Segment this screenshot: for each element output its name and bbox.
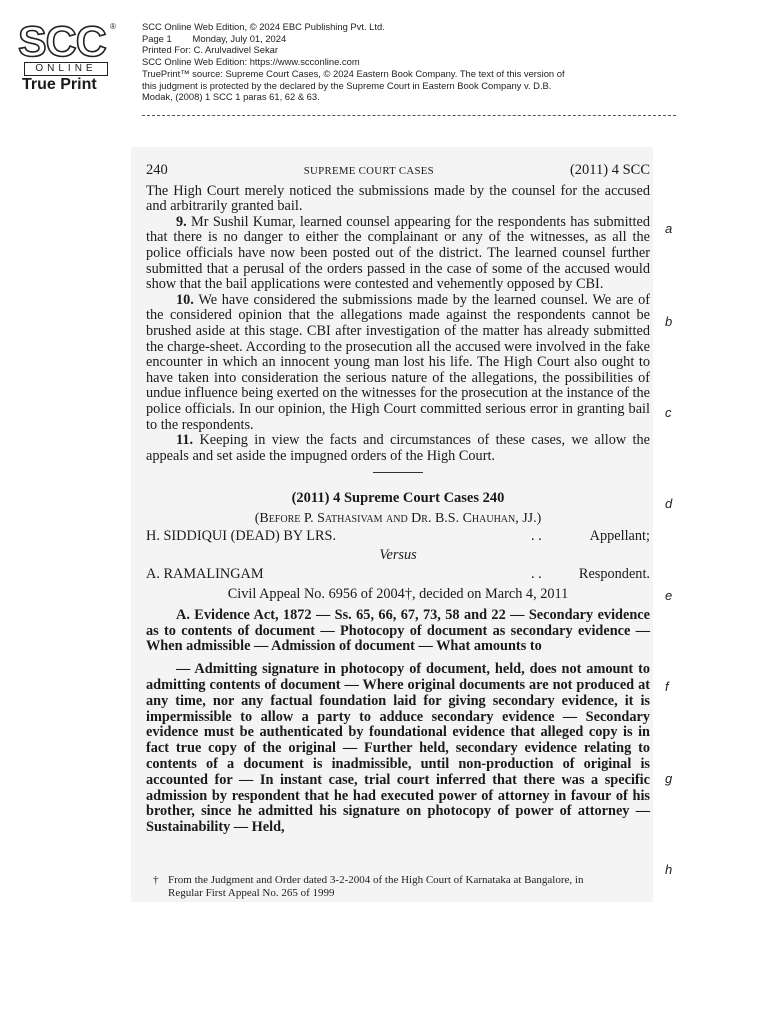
margin-letter-c: c [665,405,672,420]
header-divider [142,115,676,116]
footnote [153,874,652,900]
respondent-name: A. RAMALINGAM [146,565,264,582]
margin-letter-e: e [665,588,673,603]
running-title: SUPREME COURT CASES [303,165,434,177]
print-header [142,21,762,103]
running-head [146,163,650,180]
appellant-name: H. SIDDIQUI (DEAD) BY LRS. [146,528,337,545]
paragraph-10 [146,293,650,433]
paragraph-number: 10. [176,291,194,308]
appeal-details: Civil Appeal No. 6956 of 2004†, decided on March 4, 2011 [227,586,569,603]
headnote-part-1: A. Evidence Act, 1872 — Ss. 65, 66, 67, 73, 58 and 22 — Secondary evidence as to contents of document — Photocopy of document as secondary evidence — When admissible — Admission of document — What amounts to [146,606,650,655]
header-protection-note: this judgment is protected by the declared by the Supreme Court in Eastern Book Company v. D.B. [142,79,552,91]
margin-letter-h: h [665,862,673,877]
page-number: 240 [146,162,168,178]
paragraph-9 [146,215,650,293]
scc-online-logo [18,18,118,94]
leader-dots: . . [531,565,542,582]
paragraph-text: Keeping in view the facts and circumstances of these cases, we allow the appeals and set aside the impugned orders of the High Court. [146,432,650,464]
respondent-line [146,567,650,583]
header-printed-for: Printed For: C. Arulvadivel Sekar [142,44,278,56]
appellant-role: Appellant; [589,528,650,545]
footnote-dagger: † [153,874,159,886]
header-page-date: Page 1 Monday, July 01, 2024 [142,32,287,44]
logo-true-print-text: True Print [22,76,97,93]
versus-line: Versus [379,547,417,564]
leader-dots: . . [531,528,542,545]
margin-letter-g: g [665,771,673,786]
margin-letter-b: b [665,314,673,329]
logo-online-text: ONLINE [24,62,108,76]
report-volume: (2011) 4 SCC [569,162,650,178]
continued-paragraph: The High Court merely noticed the submissions made by the counsel for the accused and arbitrarily granted bail. [146,182,650,215]
margin-letter-f: f [665,679,669,694]
section-separator [373,472,423,473]
margin-letter-a: a [665,221,673,236]
bench-line: (Before P. Sathasivam and Dr. B.S. Chauhan, JJ.) [254,510,542,526]
paragraph-text: We have considered the submissions made by the learned counsel. We are of the considered opinion that the allegations made against the respondents cannot be brushed aside at this stage. CBI after investigation of the matter has already submitted the charge-sheet. According to the prosecution all the accused were involved in the fake encounter in which an innocent young man lost his life. The High Court also ought to have taken into consideration the serious nature of the allegations, the possibilities of undue influence being exerted on the witnesses for the prosecution at the instance of the police officials. In our opinion, the High Court committed serious error in granting bail to the respondents. [146,291,650,433]
paragraph-text: Mr Sushil Kumar, learned counsel appearing for the respondents has submitted that there is no danger to either the complainant or any of the witnesses, as all the police officials have now been posted out of the district. The learned counsel further submitted that a perusal of the orders passed in the case of some of the accused would show that the bail applications were contested and vehemently opposed by CBI. [146,213,650,293]
headnote-part-2: — Admitting signature in photocopy of document, held, does not amount to admitting contents of document — Where original documents are not produced at any time, nor any factual foundation laid for giving secondary evidence, it is impermissible to allow a party to adduce secondary evidence — Secondary evidence must be authenticated by foundational evidence that alleged copy is in fact true copy of the original — Further held, secondary evidence relating to contents of a document is inadmissible, until non-production of original is accounted for — In instant case, trial court inferred that there was a specific admission by respondent that he had executed power of attorney in favour of his brother, since he admitted his signature on photocopy of power of attorney — Sustainability — Held, [146,661,650,836]
footnote-line-1: From the Judgment and Order dated 3-2-2004 of the High Court of Karnataka at Bangalore, in [168,874,584,886]
logo-scc-text: SCC [18,18,106,66]
header-web-edition: SCC Online Web Edition: https://www.scconline.com [142,56,360,68]
header-copyright: SCC Online Web Edition, © 2024 EBC Publishing Pvt. Ltd. [142,21,385,32]
document-page [146,163,650,836]
header-trueprint-source: TruePrint™ source: Supreme Court Cases, © 2024 Eastern Book Company. The text of this version of [142,67,565,79]
case-citation-heading: (2011) 4 Supreme Court Cases 240 [291,490,505,507]
margin-letter-d: d [665,496,673,511]
paragraph-number: 11. [176,432,194,449]
paragraph-11 [146,433,650,464]
header-citation: Modak, (2008) 1 SCC 1 paras 61, 62 & 63. [142,91,320,103]
footnote-line-2: Regular First Appeal No. 265 of 1999 [168,887,335,899]
appellant-line [146,529,650,545]
registered-mark: ® [110,22,116,31]
respondent-role: Respondent. [578,565,650,582]
paragraph-number: 9. [176,213,187,230]
